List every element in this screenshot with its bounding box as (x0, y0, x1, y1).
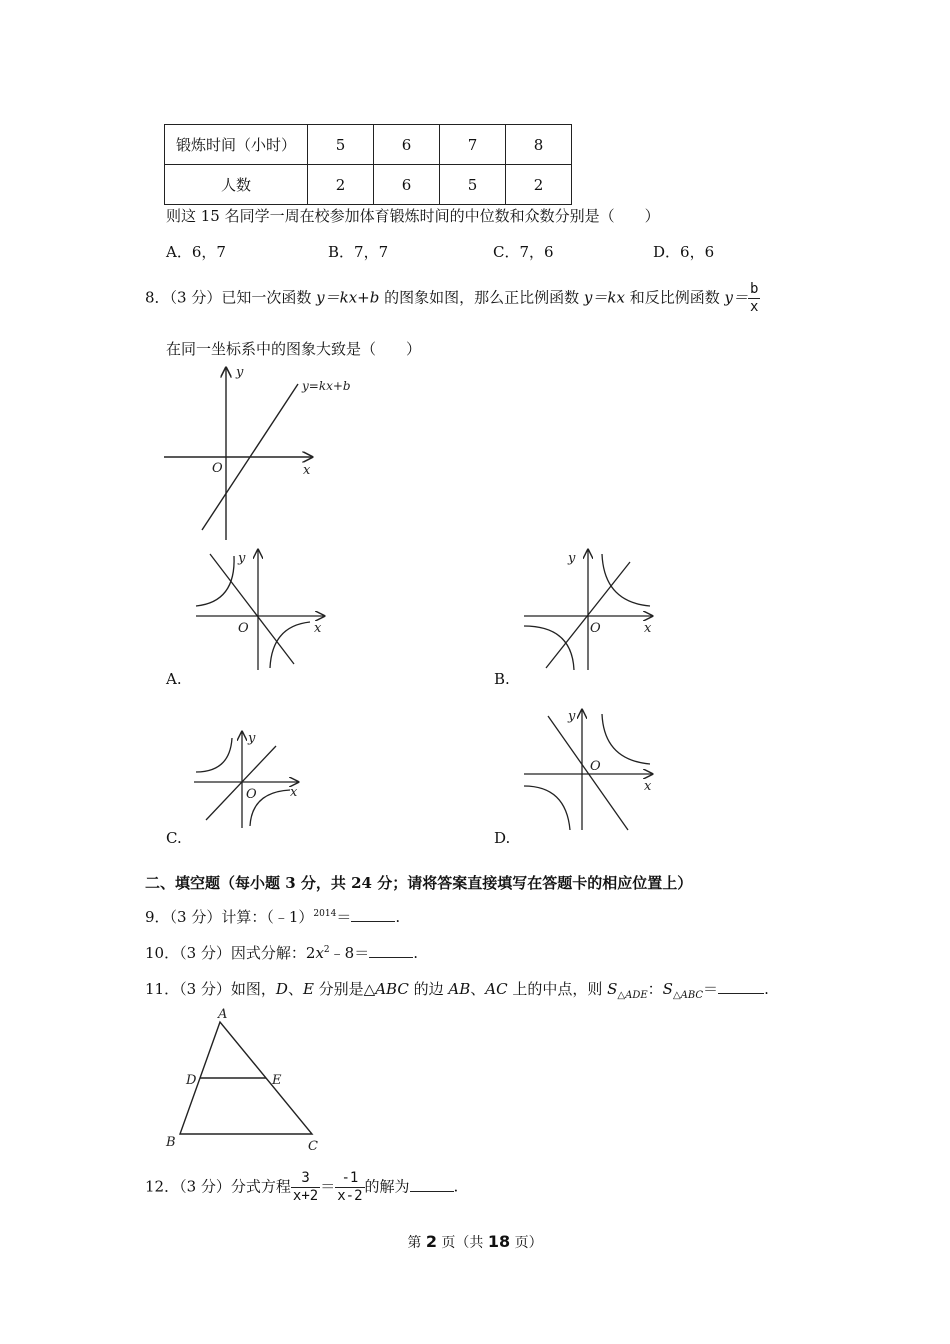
q8-option-d-label: D. (494, 829, 511, 847)
q8-line2: 在同一坐标系中的图象大致是（ ） (166, 340, 422, 358)
q10-exponent: 2 (323, 945, 330, 955)
q8-eq1: y＝kx+b (316, 288, 380, 307)
q8-option-c-label: C. (166, 829, 182, 847)
q8-eq2: y＝kx (583, 288, 625, 307)
origin-label: O (212, 461, 223, 476)
q7-option-c: C．7，6 (493, 243, 554, 261)
total-pages: 18 (487, 1232, 511, 1251)
origin-label: O (238, 621, 249, 636)
q11-text: 上的中点，则 (507, 980, 608, 998)
page-number: 2 (425, 1232, 437, 1251)
table-row (165, 165, 572, 205)
q11-text: 、 (470, 980, 486, 998)
q11-text: 分别是△ (313, 980, 376, 998)
table-cell: 5 (308, 125, 374, 165)
q11-subscript: △ABC (672, 990, 704, 1001)
line-kx (548, 716, 628, 830)
q12-text: 的解为 (364, 1177, 410, 1196)
answer-blank[interactable] (369, 945, 413, 958)
x-axis-label: x (644, 621, 652, 636)
q7-option-b: B．7，7 (328, 243, 389, 261)
q11-text: 11．（3 分）如图， (145, 980, 276, 998)
section-heading: 二、填空题（每小题 3 分，共 24 分；请将答案直接填写在答题卡的相应位置上） (145, 874, 693, 892)
x-axis-label: x (314, 621, 322, 636)
q11 (145, 978, 769, 1001)
q9-text: 9．（3 分）计算：（﹣1） (145, 908, 314, 926)
q10-equals: ﹣8＝ (329, 944, 370, 962)
vertex-a-label: A (218, 1007, 228, 1022)
q11-end: . (764, 980, 769, 998)
q11-var: ABC (375, 980, 409, 998)
line-kx (210, 554, 294, 664)
q11-subscript: △ADE (617, 990, 648, 1001)
q8-number: 8． (145, 288, 170, 307)
vertex-b-label: B (166, 1135, 176, 1150)
q11-var: D (275, 980, 288, 998)
q11-text: 、 (287, 980, 303, 998)
table-cell: 6 (374, 125, 440, 165)
vertex-c-label: C (308, 1139, 318, 1154)
q9 (145, 906, 400, 927)
y-axis-label: y (248, 731, 256, 746)
q8-option-a-label: A. (166, 670, 182, 688)
fraction-numerator: -1 (335, 1170, 364, 1188)
line-label: y=kx+b (302, 379, 351, 393)
table-cell: 6 (374, 165, 440, 205)
q8-fraction (748, 281, 760, 316)
fraction-numerator: b (749, 281, 759, 297)
answer-blank[interactable] (410, 1179, 454, 1192)
q7-option-a: A．6，7 (166, 243, 226, 261)
q11-equals: ＝ (703, 980, 719, 998)
q8-text: 的图象如图，那么正比例函数 (379, 288, 584, 307)
q10-end: . (413, 944, 418, 962)
origin-label: O (590, 759, 601, 774)
table-header-cell: 人数 (165, 165, 308, 205)
q12-end: . (453, 1177, 459, 1196)
q9-exponent: 2014 (313, 909, 337, 919)
line-kx (206, 746, 276, 820)
q7-option-d: D．6，6 (653, 243, 715, 261)
hyperbola-branch (524, 786, 570, 830)
x-axis-label: x (303, 463, 311, 478)
q8-stem (145, 281, 760, 316)
table-header-cell: 锻炼时间（小时） (165, 125, 308, 165)
option-c-graph (190, 728, 310, 832)
triangle-figure (160, 1004, 330, 1154)
y-axis-label: y (568, 551, 576, 566)
q11-var: AB (448, 980, 471, 998)
y-axis-label: y (568, 709, 576, 724)
option-b-graph (518, 546, 663, 676)
point-e-label: E (272, 1073, 282, 1088)
q12-fraction-2 (335, 1170, 364, 1205)
q8-text: 和反比例函数 (624, 288, 725, 307)
q10-text: 10．（3 分）因式分解：2 (145, 944, 316, 962)
q8-score: （3 分）已知一次函数 (169, 288, 317, 307)
option-d-graph (518, 706, 663, 834)
q11-text: 的边 (408, 980, 449, 998)
hyperbola-branch (270, 622, 310, 668)
q7-stem: 则这 15 名同学一周在校参加体育锻炼时间的中位数和众数分别是（ ） (166, 207, 660, 225)
q8-eq3: y＝ (724, 288, 748, 307)
point-d-label: D (186, 1073, 197, 1088)
answer-blank[interactable] (718, 981, 764, 994)
hyperbola-branch (196, 738, 232, 772)
x-axis-label: x (290, 785, 298, 800)
y-axis-label: y (238, 551, 246, 566)
q10 (145, 942, 418, 963)
q12-text: 12．（3 分）分式方程 (145, 1177, 291, 1196)
fraction-denominator: x+2 (292, 1188, 319, 1204)
table-cell: 5 (440, 165, 506, 205)
footer-text: 页（共 (436, 1235, 488, 1251)
q11-var: E (302, 980, 314, 998)
table-cell: 7 (440, 125, 506, 165)
q11-var: S (662, 980, 673, 998)
q11-var: AC (485, 980, 508, 998)
q9-equals: ＝ (336, 908, 352, 926)
q12-equals: ＝ (320, 1177, 336, 1196)
footer-text: 页） (510, 1235, 543, 1251)
fraction-numerator: 3 (291, 1170, 320, 1188)
q9-end: . (395, 908, 401, 926)
fraction-denominator: x (749, 299, 759, 315)
q11-var: S (607, 980, 618, 998)
q12-fraction-1 (291, 1170, 320, 1205)
table-cell: 2 (506, 165, 572, 205)
q8-option-b-label: B. (494, 670, 510, 688)
origin-label: O (590, 621, 601, 636)
table-cell: 8 (506, 125, 572, 165)
origin-label: O (246, 787, 257, 802)
frequency-table (164, 124, 572, 205)
hyperbola-branch (602, 554, 650, 606)
option-a-graph (190, 546, 335, 676)
q12 (145, 1170, 458, 1205)
q10-variable: x (315, 944, 324, 962)
page-footer (0, 1232, 950, 1252)
y-axis-label: y (236, 365, 244, 380)
q11-text: ： (647, 980, 663, 998)
answer-blank[interactable] (351, 909, 395, 922)
x-axis-label: x (644, 779, 652, 794)
hyperbola-branch (602, 714, 650, 764)
footer-text: 第 (407, 1235, 426, 1251)
table-row (165, 125, 572, 165)
linear-function-graph (160, 362, 375, 544)
fraction-denominator: x-2 (337, 1188, 363, 1204)
hyperbola-branch (196, 556, 234, 606)
table-cell: 2 (308, 165, 374, 205)
